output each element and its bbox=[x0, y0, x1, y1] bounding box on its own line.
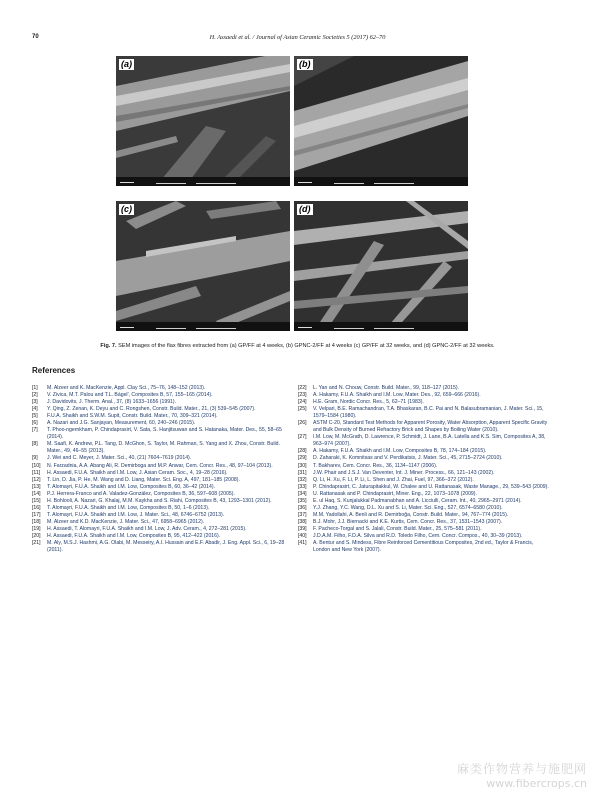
reference-item[interactable] bbox=[298, 498, 551, 505]
reference-number: [1] bbox=[32, 385, 38, 391]
reference-number: [33] bbox=[298, 483, 307, 490]
reference-text[interactable]: H. Bohlooli, A. Nazari, G. Khalaj, M.M. Kaykha and S. Riahi, Composites B, 43, 1293–1301 (2012). bbox=[47, 497, 272, 504]
reference-number: [27] bbox=[298, 434, 307, 441]
reference-item[interactable] bbox=[298, 512, 551, 519]
reference-item[interactable] bbox=[298, 470, 551, 477]
reference-text[interactable]: A. Bentur and S. Mindess, Fibre Reinforced Cementitious Composites, 2nd ed., Taylor & Francis, London and New York (2007). bbox=[313, 540, 534, 554]
reference-number: [7] bbox=[32, 427, 38, 434]
reference-number: [22] bbox=[298, 385, 307, 391]
reference-item[interactable] bbox=[32, 427, 285, 441]
sem-image-c bbox=[116, 201, 290, 331]
reference-item[interactable] bbox=[298, 399, 551, 406]
sem-panel-d bbox=[294, 201, 468, 331]
reference-item[interactable] bbox=[32, 484, 285, 491]
reference-text[interactable]: P.J. Herrera-Franco and A. Valadez-González, Composites B, 36, 597–608 (2005). bbox=[47, 490, 235, 497]
reference-number: [39] bbox=[298, 525, 307, 532]
reference-text[interactable]: F.U.A. Shaikh and S.W.M. Supit, Constr. Build. Mater., 70, 309–321 (2014). bbox=[47, 413, 218, 420]
reference-number: [4] bbox=[32, 406, 38, 413]
reference-number: [14] bbox=[32, 490, 41, 497]
sem-info-bar-c bbox=[116, 322, 290, 331]
reference-item[interactable] bbox=[298, 434, 551, 448]
reference-text[interactable]: M. Alzeer and K.D. MacKenzie, J. Mater. Sci., 47, 6958–6965 (2012). bbox=[47, 518, 205, 525]
reference-item[interactable] bbox=[32, 533, 285, 540]
sem-image-a bbox=[116, 56, 290, 186]
reference-item[interactable] bbox=[298, 455, 551, 462]
reference-number: [28] bbox=[298, 448, 307, 455]
reference-item[interactable] bbox=[32, 477, 285, 484]
reference-text[interactable]: A. Hakamy, F.U.A. Shaikh and I.M. Low, Composites B, 78, 174–184 (2015). bbox=[313, 448, 487, 455]
reference-text[interactable]: V. Velpari, B.E. Ramachandran, T.A. Bhaskaran, B.C. Pai and N. Balasubramanian, J. Mater. Sci., 15, 1579–1584 (1980). bbox=[313, 406, 544, 420]
reference-item[interactable] bbox=[32, 455, 285, 462]
reference-text[interactable]: E. ul Haq, S. Kunjalukkal Padmanabhan and A. Licciulli, Ceram. Int., 40, 2965–2971 (2014). bbox=[313, 497, 522, 504]
reference-item[interactable] bbox=[298, 477, 551, 484]
reference-text[interactable]: J. Wei and C. Meyer, J. Mater. Sci., 40, (21) 7604–7619 (2014). bbox=[47, 455, 192, 462]
reference-text[interactable]: T. Bakharev, Cem. Concr. Res., 36, 1134–1147 (2006). bbox=[313, 462, 438, 469]
reference-item[interactable] bbox=[32, 406, 285, 413]
reference-text[interactable]: M.M. Yadollahi, A. Benli and R. Demirboğa, Constr. Build. Mater., 94, 767–774 (2015). bbox=[313, 511, 509, 518]
reference-item[interactable] bbox=[298, 406, 551, 420]
reference-number: [34] bbox=[298, 490, 307, 497]
reference-number: [10] bbox=[32, 462, 41, 469]
reference-text[interactable]: M. Aly, M.S.J. Hashmi, A.G. Olabi, M. Messeiry, A.I. Hussain and E.F. Abadir, J. Eng. Appl. Sci., 6, 19–28 (2011). bbox=[47, 540, 285, 554]
reference-text[interactable]: M. Alzeer and K. MacKenzie, Appl. Clay Sci., 75–76, 148–152 (2013). bbox=[47, 385, 206, 391]
figure-caption-text: SEM images of the flax fibres extracted from (a) GP/FF at 4 weeks, (b) GPNC-2/FF at 4 weeks (c) GP/FF at 32 weeks, and (d) GPNC-2/FF at 32 weeks. bbox=[118, 343, 495, 349]
reference-text[interactable]: H. Assaedi, T. Alomayri, F.U.A. Shaikh and I.M. Low, J. Adv. Ceram., 4, 272–281 (2015). bbox=[47, 525, 247, 532]
reference-text[interactable]: T. Alomayri, F.U.A. Shaikh and I.M. Low, Composites B, 50, 1–6 (2013). bbox=[47, 504, 210, 511]
reference-number: [2] bbox=[32, 392, 38, 399]
journal-citation-line: H. Assaedi et al. / Journal of Asian Ceramic Societies 5 (2017) 62–70 bbox=[209, 34, 386, 41]
reference-number: [35] bbox=[298, 497, 307, 504]
reference-item[interactable] bbox=[298, 484, 551, 491]
figure-caption bbox=[32, 343, 563, 349]
reference-number: [38] bbox=[298, 518, 307, 525]
reference-text[interactable]: H. Assaedi, F.U.A. Shaikh and I.M. Low, Composites B, 95, 412–422 (2016). bbox=[47, 532, 221, 539]
panel-label-c: (c) bbox=[121, 204, 132, 214]
reference-item[interactable] bbox=[32, 463, 285, 470]
reference-text[interactable]: A. Hakamy, F.U.A. Shaikh and I.M. Low, Mater. Des., 92, 659–666 (2016). bbox=[313, 392, 481, 399]
reference-number: [36] bbox=[298, 504, 307, 511]
reference-number: [24] bbox=[298, 399, 307, 406]
reference-text[interactable]: J.D.A.M. Filho, F.D.A. Silva and R.D. Toledo Filho, Cem. Concr. Compos., 40, 30–39 (2013). bbox=[313, 532, 523, 539]
reference-text[interactable]: V. Zivica, M.T. Palou and T.L. Bágel', Composites B, 57, 155–165 (2014). bbox=[47, 392, 213, 399]
reference-item[interactable] bbox=[298, 448, 551, 455]
reference-item[interactable] bbox=[298, 392, 551, 399]
reference-item[interactable] bbox=[32, 519, 285, 526]
reference-item[interactable] bbox=[298, 533, 551, 540]
reference-text[interactable]: D. Zaharaki, K. Komnitsas and V. Perdikatsis, J. Mater. Sci., 45, 2715–2724 (2010). bbox=[313, 455, 503, 462]
reference-number: [29] bbox=[298, 455, 307, 462]
reference-number: [26] bbox=[298, 420, 307, 427]
reference-item[interactable] bbox=[32, 392, 285, 399]
reference-item[interactable] bbox=[32, 470, 285, 477]
watermark-url: www.fibercrops.cn bbox=[486, 777, 587, 790]
reference-item[interactable] bbox=[32, 441, 285, 455]
reference-item[interactable] bbox=[298, 540, 551, 554]
reference-item[interactable] bbox=[32, 399, 285, 406]
reference-text[interactable]: Y. Qing, Z. Zenan, K. Deyu and C. Rongshen, Constr. Build. Mater., 21, (3) 539–545 (2007). bbox=[47, 406, 256, 413]
reference-number: [18] bbox=[32, 518, 41, 525]
reference-item[interactable] bbox=[32, 420, 285, 427]
reference-text[interactable]: F. Pacheco-Torgal and S. Jalali, Constr. Build. Mater., 25, 575–581 (2011). bbox=[313, 525, 482, 532]
reference-number: [6] bbox=[32, 420, 38, 427]
reference-text[interactable]: L. Yan and N. Chouw, Constr. Build. Mater., 99, 118–127 (2015). bbox=[313, 385, 460, 391]
reference-number: [15] bbox=[32, 497, 41, 504]
reference-item[interactable] bbox=[32, 498, 285, 505]
reference-item[interactable] bbox=[298, 463, 551, 470]
reference-number: [3] bbox=[32, 399, 38, 406]
reference-number: [40] bbox=[298, 532, 307, 539]
reference-number: [16] bbox=[32, 504, 41, 511]
references-left-column bbox=[32, 385, 285, 554]
reference-number: [5] bbox=[32, 413, 38, 420]
reference-text[interactable]: Q. Li, H. Xu, F. Li, P. Li, L. Shen and J. Zhai, Fuel, 97, 366–372 (2012). bbox=[313, 476, 474, 483]
figure-caption-label: Fig. 7. bbox=[100, 343, 117, 349]
reference-item[interactable] bbox=[32, 512, 285, 519]
reference-item[interactable] bbox=[32, 413, 285, 420]
reference-item[interactable] bbox=[32, 540, 285, 554]
sem-panel-c bbox=[116, 201, 290, 331]
reference-text[interactable]: B.J. Mohr, J.J. Biernacki and K.E. Kurtis, Cem. Concr. Res., 37, 1531–1543 (2007). bbox=[313, 518, 503, 525]
reference-item[interactable] bbox=[298, 385, 551, 392]
panel-label-b: (b) bbox=[299, 59, 311, 69]
reference-text[interactable]: P. Chindaprasirt, C. Jaturapitakkul, W. Chalee and U. Rattanasak, Waste Manage., 29, 539–543 (2009). bbox=[313, 483, 549, 490]
sem-info-bar-d bbox=[294, 322, 468, 331]
running-header bbox=[32, 34, 563, 44]
reference-number: [13] bbox=[32, 483, 41, 490]
reference-text[interactable]: T. Lin, D. Jia, P. He, M. Wang and D. Liang, Mater. Sci. Eng. A, 497, 181–185 (2008). bbox=[47, 476, 240, 483]
reference-text[interactable]: H. Assaedi, F.U.A. Shaikh and I.M. Low, J. Asian Ceram. Soc., 4, 19–28 (2016). bbox=[47, 469, 228, 476]
watermark bbox=[457, 760, 587, 790]
reference-item[interactable] bbox=[298, 526, 551, 533]
reference-text[interactable]: U. Rattanasak and P. Chindaprasirt, Miner. Eng., 22, 1073–1078 (2009). bbox=[313, 490, 477, 497]
reference-number: [19] bbox=[32, 525, 41, 532]
reference-text[interactable]: M. Saafi, K. Andrew, P.L. Tang, D. McGhon, S. Taylor, M. Rahman, S. Yang and X. Zhou, Constr. Build. Mater., 49, 46–55 (2013). bbox=[47, 441, 280, 455]
panel-label-d: (d) bbox=[299, 204, 311, 214]
sem-info-bar-a bbox=[116, 177, 290, 186]
reference-item[interactable] bbox=[298, 519, 551, 526]
reference-number: [17] bbox=[32, 511, 41, 518]
references-heading: References bbox=[32, 366, 76, 375]
sem-image-d bbox=[294, 201, 468, 331]
reference-text[interactable]: T. Alomayri, F.U.A. Shaikh and I.M. Low, Composites B, 60, 36–42 (2014). bbox=[47, 483, 216, 490]
reference-item[interactable] bbox=[32, 526, 285, 533]
reference-number: [9] bbox=[32, 455, 38, 462]
reference-text[interactable]: Y.J. Zhang, Y.C. Wang, D.L. Xu and S. Li, Mater. Sci. Eng., 527, 6574–6580 (2010). bbox=[313, 504, 503, 511]
reference-item[interactable] bbox=[298, 505, 551, 512]
reference-text[interactable]: ASTM C-20, Standard Test Methods for Apparent Porosity, Water Absorption, Apparent Specific Gravity and Bulk Density of Burned Refractory Brick and Shapes by Boiling Water (2010). bbox=[313, 420, 548, 434]
sem-panel-b bbox=[294, 56, 468, 186]
reference-item[interactable] bbox=[32, 385, 285, 392]
reference-number: [32] bbox=[298, 476, 307, 483]
sem-info-bar-b bbox=[294, 177, 468, 186]
reference-item[interactable] bbox=[32, 505, 285, 512]
reference-text[interactable]: T. Alomayri, F.U.A. Shaikh and I.M. Low, J. Mater. Sci., 48, 6746–6752 (2013). bbox=[47, 511, 225, 518]
sem-image-b bbox=[294, 56, 468, 186]
reference-number: [25] bbox=[298, 406, 307, 413]
page-number: 70 bbox=[32, 34, 39, 40]
reference-text[interactable]: J. Davidovits, J. Therm. Anal., 37, (8) 1633–1656 (1991). bbox=[47, 399, 177, 406]
reference-number: [31] bbox=[298, 469, 307, 476]
reference-number: [8] bbox=[32, 441, 38, 448]
sem-panel-a bbox=[116, 56, 290, 186]
reference-number: [37] bbox=[298, 511, 307, 518]
panel-label-a: (a) bbox=[121, 59, 132, 69]
reference-text[interactable]: H.E. Gram, Nordic Concr. Res., 5, 62–71 (1983). bbox=[313, 399, 424, 406]
sem-figure bbox=[116, 56, 476, 333]
reference-number: [12] bbox=[32, 476, 41, 483]
reference-item[interactable] bbox=[298, 420, 551, 434]
references-right-column bbox=[298, 385, 551, 554]
reference-item[interactable] bbox=[32, 491, 285, 498]
reference-text[interactable]: J.W. Phair and J.S.J. Van Deventer, Int. J. Miner. Process., 66, 121–143 (2002). bbox=[313, 469, 495, 476]
reference-number: [11] bbox=[32, 469, 41, 476]
reference-item[interactable] bbox=[298, 491, 551, 498]
reference-number: [30] bbox=[298, 462, 307, 469]
reference-number: [21] bbox=[32, 540, 41, 547]
reference-text[interactable]: A. Nazari and J.G. Sanjayan, Measurement, 60, 240–246 (2015). bbox=[47, 420, 196, 427]
reference-text[interactable]: T. Phoo-ngernkham, P. Chindaprasirt, V. Sata, S. Hanjitsuwan and S. Hatanaka, Mater. Des., 55, 58–65 (2014). bbox=[47, 427, 282, 441]
reference-number: [41] bbox=[298, 540, 307, 547]
reference-text[interactable]: N. Farzadnia, A.A. Abang Ali, R. Demirboga and M.P. Anwar, Cem. Concr. Res., 48, 97–104 (2013). bbox=[47, 462, 273, 469]
reference-number: [20] bbox=[32, 532, 41, 539]
reference-number: [23] bbox=[298, 392, 307, 399]
watermark-chinese: 麻类作物营养与施肥网 bbox=[456, 762, 587, 776]
reference-text[interactable]: I.M. Low, M. McGrath, D. Lawrence, P. Schmidt, J. Lane, B.A. Latella and K.S. Sim, Composites A, 38, 963–974 (2007). bbox=[313, 434, 546, 448]
